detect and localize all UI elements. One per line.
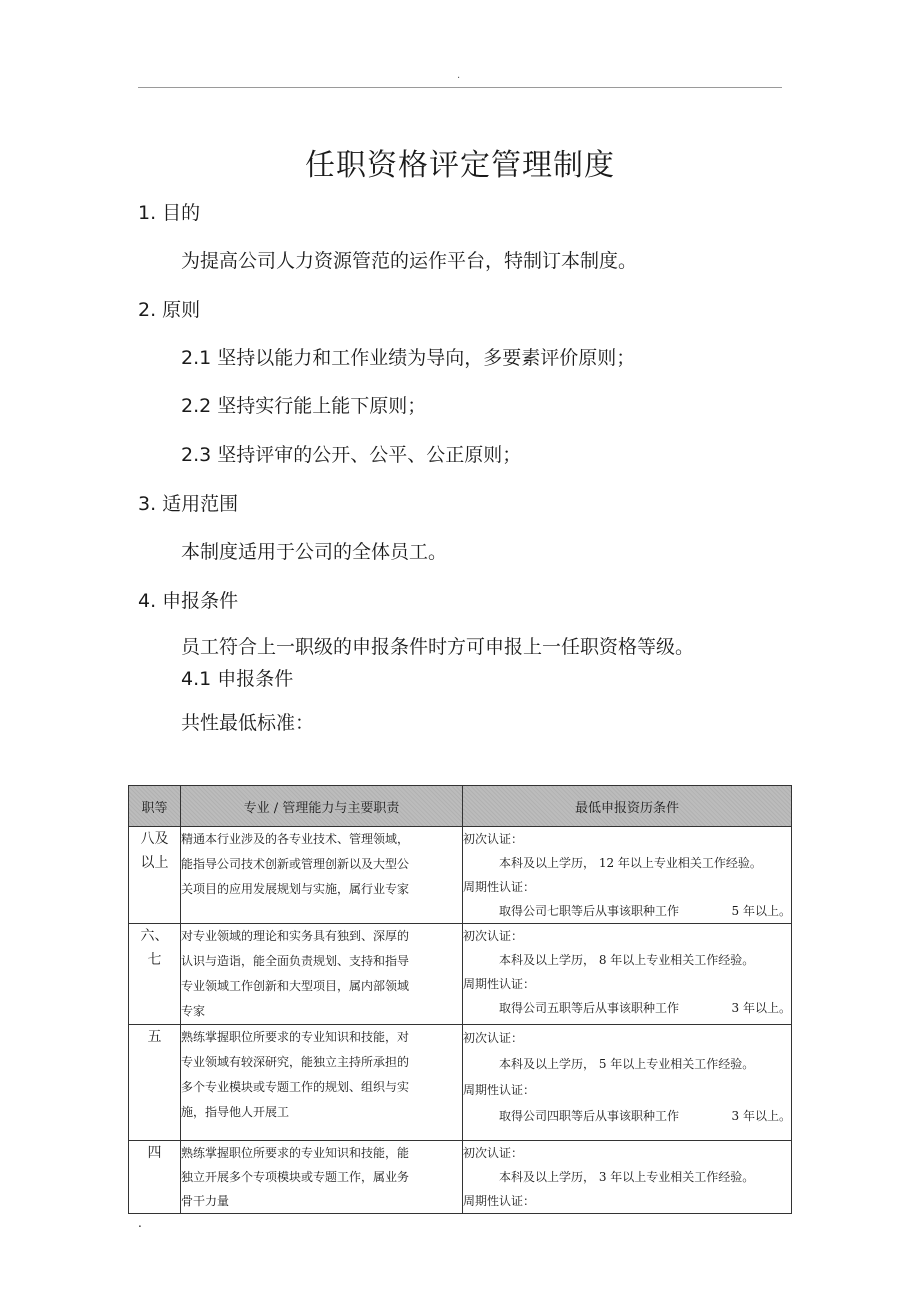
header-mark: .	[457, 70, 461, 81]
periodic-row	[463, 899, 791, 923]
grade-cell	[129, 1141, 181, 1214]
duty-cell	[181, 1025, 463, 1141]
periodic-label: 周期性认证：	[463, 977, 536, 991]
duty-line: 熟练掌握职位所要求的专业知识和技能，对	[181, 1030, 410, 1044]
duty-line: 专业领域有较深研究，能独立主持所承担的	[181, 1055, 410, 1069]
section-2-item-3: 2.3 坚持评审的公开、公平、公正原则；	[181, 444, 522, 466]
duty-line: 精通本行业涉及的各专业技术、管理领域，	[181, 832, 410, 846]
periodic-text: 取得公司七职等后从事该职种工作	[499, 904, 680, 918]
initial-text: 本科及以上学历， 12 年以上专业相关工作经验。	[499, 856, 762, 870]
table-row	[129, 924, 792, 1025]
duty-line: 对专业领域的理论和实务具有独到、深厚的	[181, 929, 410, 943]
section-3-heading: 3. 适用范围	[138, 493, 239, 515]
section-4-heading: 4. 申报条件	[138, 590, 239, 612]
initial-label: 初次认证：	[463, 929, 524, 943]
table-header-row	[129, 786, 792, 827]
requirement-cell	[463, 1025, 792, 1141]
section-3-body: 本制度适用于公司的全体员工。	[181, 541, 448, 563]
duty-line: 专业领域工作创新和大型项目，属内部领域	[181, 979, 410, 993]
duty-line: 骨干力量	[181, 1194, 230, 1208]
periodic-years: 3 年以上。	[731, 1109, 791, 1123]
footer-mark: .	[138, 1216, 142, 1230]
section-4-sub-heading: 4.1 申报条件	[181, 668, 294, 690]
document-title: 任职资格评定管理制度	[305, 148, 615, 183]
periodic-years: 3 年以上。	[731, 1001, 791, 1015]
grade-cell	[129, 827, 181, 924]
periodic-label: 周期性认证：	[463, 1194, 536, 1208]
duty-line: 关项目的应用发展规划与实施，属行业专家	[181, 882, 410, 896]
section-1-body: 为提高公司人力资源管范的运作平台，特制订本制度。	[181, 250, 638, 272]
grade-line: 五	[147, 1029, 162, 1045]
qualification-table	[128, 785, 792, 1214]
initial-label: 初次认证：	[463, 1031, 524, 1045]
periodic-label: 周期性认证：	[463, 1083, 536, 1097]
header-duty: 专业 / 管理能力与主要职责	[181, 786, 463, 827]
grade-line: 四	[147, 1145, 162, 1161]
section-4-body: 员工符合上一职级的申报条件时方可申报上一任职资格等级。	[181, 636, 695, 658]
table-row	[129, 1025, 792, 1141]
duty-line: 专家	[181, 1004, 206, 1018]
section-4-note: 共性最低标准：	[181, 712, 315, 734]
grade-cell	[129, 924, 181, 1025]
duty-cell	[181, 827, 463, 924]
initial-text: 本科及以上学历， 5 年以上专业相关工作经验。	[499, 1057, 755, 1071]
duty-cell	[181, 924, 463, 1025]
duty-line: 能指导公司技术创新或管理创新以及大型公	[181, 857, 410, 871]
requirement-cell	[463, 827, 792, 924]
initial-text: 本科及以上学历， 3 年以上专业相关工作经验。	[499, 1170, 755, 1184]
section-2-heading: 2. 原则	[138, 299, 201, 321]
duty-line: 认识与造诣，能全面负责规划、支持和指导	[181, 954, 410, 968]
periodic-text: 取得公司四职等后从事该职种工作	[499, 1109, 680, 1123]
periodic-text: 取得公司五职等后从事该职种工作	[499, 1001, 680, 1015]
header-grade: 职等	[129, 786, 181, 827]
periodic-row	[463, 1103, 791, 1129]
grade-line: 六、	[140, 928, 169, 944]
requirement-cell	[463, 1141, 792, 1214]
grade-line: 七	[147, 952, 162, 968]
initial-text: 本科及以上学历， 8 年以上专业相关工作经验。	[499, 953, 755, 967]
grade-cell	[129, 1025, 181, 1141]
section-1-heading: 1. 目的	[138, 202, 201, 224]
periodic-years: 5 年以上。	[731, 904, 791, 918]
grade-line: 八及	[140, 831, 169, 847]
section-2-item-1: 2.1 坚持以能力和工作业绩为导向，多要素评价原则；	[181, 347, 636, 369]
table-row	[129, 827, 792, 924]
periodic-row	[463, 996, 791, 1020]
duty-cell	[181, 1141, 463, 1214]
periodic-label: 周期性认证：	[463, 880, 536, 894]
duty-line: 多个专业模块或专题工作的规划、组织与实	[181, 1080, 410, 1094]
section-2-item-2: 2.2 坚持实行能上能下原则；	[181, 395, 427, 417]
initial-label: 初次认证：	[463, 1146, 524, 1160]
header-requirement: 最低申报资历条件	[463, 786, 792, 827]
grade-line: 以上	[140, 855, 169, 871]
duty-line: 独立开展多个专项模块或专题工作，属业务	[181, 1170, 410, 1184]
duty-line: 熟练掌握职位所要求的专业知识和技能，能	[181, 1146, 410, 1160]
initial-label: 初次认证：	[463, 832, 524, 846]
header-rule	[138, 87, 782, 88]
duty-line: 施，指导他人开展工	[181, 1105, 290, 1119]
requirement-cell	[463, 924, 792, 1025]
table-row	[129, 1141, 792, 1214]
